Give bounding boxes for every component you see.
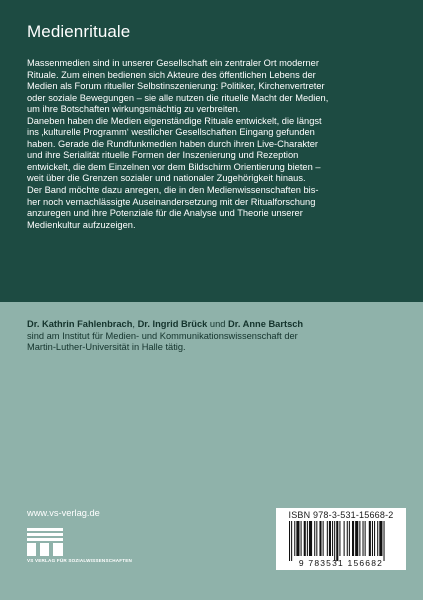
blurb-text (27, 58, 402, 231)
isbn-number: ISBN 978-3-531-15668-2 (288, 510, 394, 520)
barcode-bar (365, 521, 366, 556)
author-affiliation: Martin-Luther-Universität in Halle tätig. (27, 342, 186, 353)
barcode-bar (307, 521, 308, 556)
blurb-line: Rituale. Zum einen bedienen sich Akteure des öffentlichen Lebens der (27, 69, 316, 80)
barcode-bar (355, 521, 358, 556)
barcode-bar (372, 521, 373, 556)
publisher-website: www.vs-verlag.de (27, 508, 100, 518)
barcode-bar (379, 521, 382, 556)
barcode-bar (304, 521, 306, 556)
blurb-line: haben. Gerade die Rundfunkmedien haben durch ihren Live-Charakter (27, 138, 318, 149)
blurb-line: Der Band möchte dazu anregen, die in den Medienwissenschaften bis- (27, 185, 319, 196)
author-info (27, 319, 407, 354)
author-name: Dr. Kathrin Fahlenbrach (27, 319, 133, 329)
blurb-line: und ihre Serialität rituelle Formen der Inszenierung und Rezeption (27, 150, 299, 161)
barcode-bar (344, 521, 345, 556)
blurb-line: entwickelt, die dem Einzelnen vor dem Bildschirm Orientierung bieten – (27, 161, 321, 172)
barcode-digits: 9 783531 156682 (298, 558, 384, 568)
barcode-bar (339, 521, 340, 556)
author-names-line (27, 319, 407, 331)
author-name: Dr. Ingrid Brück (137, 319, 208, 329)
isbn-barcode-box (276, 508, 406, 570)
author-affiliation: sind am Institut für Medien- und Kommunikationswissenschaft der (27, 330, 298, 341)
barcode-bar (314, 521, 315, 556)
barcode-bar (329, 521, 331, 556)
blurb-line: Daneben haben die Medien eigenständige Rituale entwickelt, die längst (27, 115, 322, 126)
barcode-bar (319, 521, 321, 556)
barcode-bar (369, 521, 371, 556)
vs-logo-icon (27, 528, 63, 556)
author-separator: und (207, 319, 228, 329)
author-separator: , (132, 319, 138, 329)
publisher-logo-text: VS VERLAG FÜR SOZIALWISSENSCHAFTEN (27, 558, 133, 563)
blurb-line: Medien als Forum ritueller Selbstinszenierung: Politiker, Kirchenvertreter (27, 81, 325, 92)
barcode-bar (316, 521, 317, 556)
blurb-line: weit über die Grenzen sozialer und nationaler Zugehörigkeit hinaus. (27, 173, 306, 184)
barcode-bar (327, 521, 328, 556)
barcode-bar (352, 521, 354, 556)
publisher-logo (27, 528, 177, 568)
barcode-bar (294, 521, 295, 556)
barcode-bar (377, 521, 378, 556)
barcode-bar (291, 521, 292, 561)
barcode-bar (323, 521, 324, 556)
barcode-bar (336, 521, 338, 561)
barcode-bar (332, 521, 333, 556)
barcode-bar (309, 521, 312, 556)
barcode-bar (359, 521, 360, 556)
barcode-bar (289, 521, 290, 561)
blurb-line: anzuregen und ihre Potenziale für die Analyse und Theorie unserer (27, 208, 303, 219)
barcode-bar (301, 521, 302, 556)
book-title: Medienrituale (27, 22, 131, 41)
author-name: Dr. Anne Bartsch (228, 319, 304, 329)
blurb-line: her noch vernachlässigte Auseinandersetzung mit der Ritualforschung (27, 196, 316, 207)
barcode-bar (363, 521, 364, 556)
barcode-bar (347, 521, 348, 556)
blurb-line: ins ‚kulturelle Programm‘ westlicher Gesellschaften Eingang gefunden (27, 127, 315, 138)
blurb-line: um ihre Botschaften wirkungsmächtig zu verbreiten. (27, 104, 241, 115)
barcode-bar (384, 521, 385, 561)
barcode-bar (334, 521, 335, 561)
barcode-bar (374, 521, 375, 556)
barcode-icon (280, 521, 402, 568)
barcode-bar (349, 521, 350, 556)
blurb-line: oder soziale Bewegungen – sie alle nutzen die rituelle Macht der Medien, (27, 92, 329, 103)
barcode-bar (296, 521, 299, 556)
blurb-line: Medienkultur aufzuzeigen. (27, 219, 136, 230)
blurb-line: Massenmedien sind in unserer Gesellschaft ein zentraler Ort moderner (27, 58, 319, 68)
